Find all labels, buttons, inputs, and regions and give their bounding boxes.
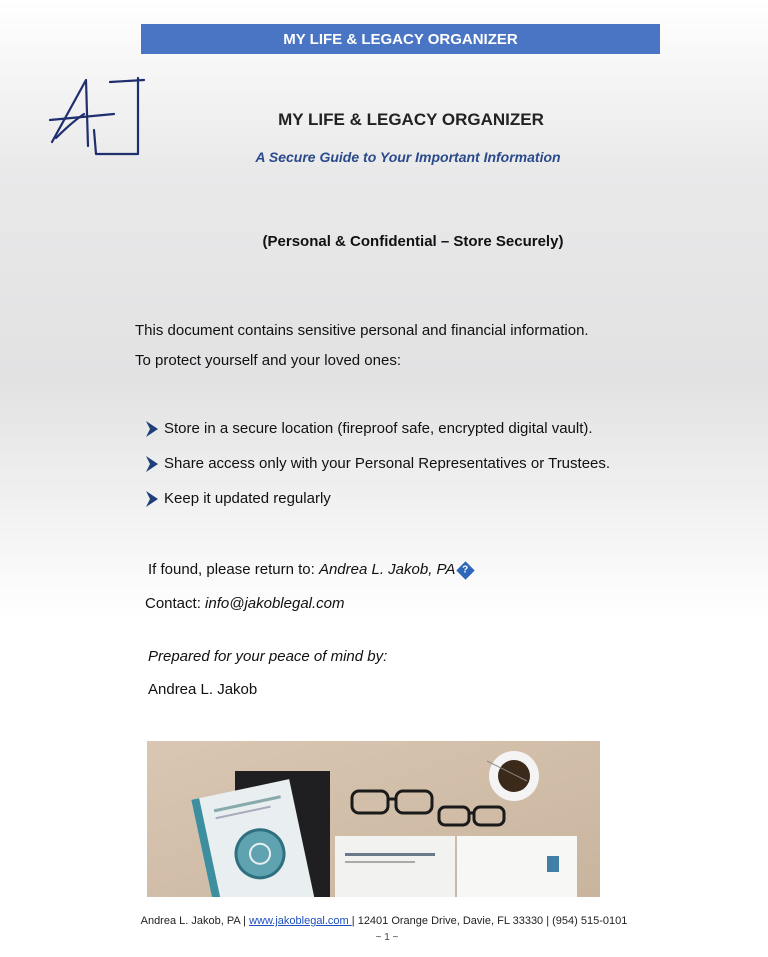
arrow-bullet-icon xyxy=(145,490,159,508)
prepared-label: Prepared for your peace of mind by: xyxy=(148,648,388,665)
return-name: Andrea L. Jakob, PA xyxy=(318,561,456,578)
return-info xyxy=(148,561,472,578)
intro-line-2: To protect yourself and your loved ones: xyxy=(135,352,401,369)
list-item xyxy=(145,446,610,481)
unknown-glyph-icon xyxy=(457,561,475,579)
header-banner: MY LIFE & LEGACY ORGANIZER xyxy=(141,24,660,54)
list-item xyxy=(145,411,610,446)
list-item xyxy=(145,481,610,516)
intro-line-1: This document contains sensitive personal and financial information. xyxy=(135,322,589,339)
confidential-notice: (Personal & Confidential – Store Securely) xyxy=(262,233,564,250)
footer-firm: Andrea L. Jakob, PA | xyxy=(140,915,250,927)
page-number: ~ 1 ~ xyxy=(375,932,399,943)
document-title: MY LIFE & LEGACY ORGANIZER xyxy=(278,110,544,129)
document-subtitle: A Secure Guide to Your Important Information xyxy=(255,149,561,165)
author-name: Andrea L. Jakob xyxy=(148,681,258,698)
bullet-text: Share access only with your Personal Representatives or Trustees. xyxy=(164,455,611,472)
contact-prefix: Contact: xyxy=(145,595,206,612)
desk-photo-image xyxy=(147,741,600,897)
return-prefix: If found, please return to: xyxy=(148,561,319,578)
bullet-text: Keep it updated regularly xyxy=(164,490,331,507)
footer-website-link[interactable]: www.jakoblegal.com xyxy=(249,915,352,927)
arrow-bullet-icon xyxy=(145,420,159,438)
intro-paragraph xyxy=(135,316,589,376)
unknown-glyph-text: ? xyxy=(462,564,469,576)
contact-email[interactable]: info@jakoblegal.com xyxy=(205,595,345,612)
bullet-text: Store in a secure location (fireproof safe, encrypted digital vault). xyxy=(164,420,593,437)
page-footer xyxy=(0,915,768,927)
footer-address: | 12401 Orange Drive, Davie, FL 33330 | (954) 515-0101 xyxy=(351,915,628,927)
bullet-list xyxy=(145,411,610,516)
arrow-bullet-icon xyxy=(145,455,159,473)
contact-line xyxy=(145,595,345,612)
